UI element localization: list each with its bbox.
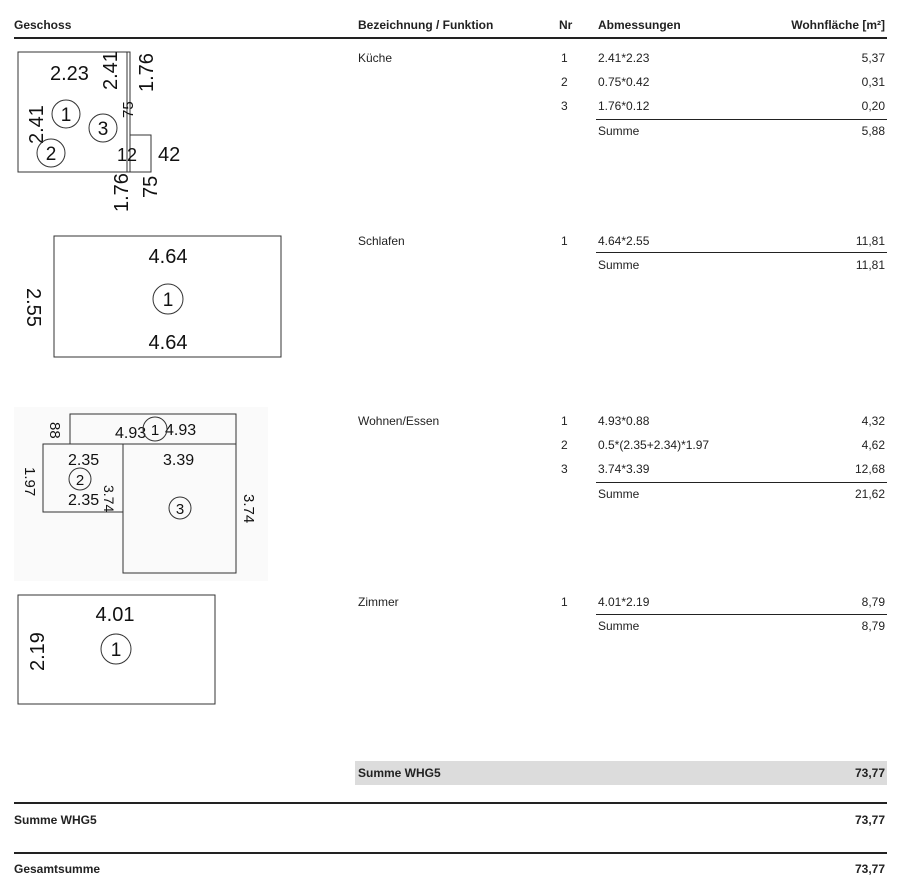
plan-label: 1.76 [111,173,133,212]
summe-value: 8,79 [861,619,885,633]
row-dim: 0.5*(2.35+2.34)*1.97 [598,438,710,452]
plan-circle-label: 2 [75,472,85,489]
row-nr: 1 [561,234,568,248]
row-nr: 1 [561,595,568,609]
plan-label: 3.74 [240,494,257,524]
row-area: 5,37 [861,51,885,65]
header-rule [14,37,887,39]
row-area: 12,68 [854,462,885,476]
summe-label: Summe [598,258,640,272]
plan-circle-label: 1 [60,105,72,126]
plan-label: 4.64 [148,246,188,268]
col-header-wohnflaeche: Wohnfläche [m²] [791,18,885,32]
floorplan-kueche [0,40,200,215]
summe-whg-rule [14,802,887,804]
col-header-geschoss: Geschoss [14,18,72,32]
row-nr: 1 [561,414,568,428]
plan-label: 2.35 [68,452,100,469]
row-nr: 3 [561,99,568,113]
gesamtsumme-label: Gesamtsumme [14,862,101,876]
plan-label: 2.41 [100,51,122,90]
row-dim: 0.75*0.42 [598,75,650,89]
summe-whg-band-label: Summe WHG5 [358,766,441,780]
row-area: 8,79 [861,595,885,609]
row-dim: 3.74*3.39 [598,462,650,476]
plan-circle-label: 1 [162,290,174,311]
plan-label: 3.74 [101,485,117,513]
row-area: 4,32 [861,414,885,428]
plan-circle-label: 1 [110,640,122,661]
row-nr: 3 [561,462,568,476]
plan-label: 2.19 [27,632,49,671]
room-name: Schlafen [358,234,405,248]
room-name: Wohnen/Essen [358,414,440,428]
plan-label: 1.97 [21,467,38,497]
row-dim: 4.64*2.55 [598,234,650,248]
gesamtsumme-value: 73,77 [854,862,885,876]
row-area: 4,62 [861,438,885,452]
row-area: 11,81 [855,234,885,248]
plan-label: 4.01 [95,604,135,626]
floorplan-wohnen [0,405,270,585]
plan-label: 88 [46,422,63,439]
plan-label: 75 [140,175,162,198]
summe-rule [596,119,887,120]
plan-label: 4.93 [115,425,147,442]
plan-label: 4.93 [165,422,197,439]
plan-label: 2.23 [50,63,89,85]
summe-value: 11,81 [855,258,885,272]
summe-value: 5,88 [861,124,885,138]
summe-label: Summe [598,124,640,138]
row-nr: 1 [561,51,568,65]
room-name: Zimmer [358,595,399,609]
plan-label: 2.41 [26,105,48,144]
row-dim: 4.01*2.19 [598,595,650,609]
plan-circle-label: 3 [97,119,109,140]
floorplan-zimmer [0,585,230,710]
row-nr: 2 [561,438,568,452]
plan-circle-label: 2 [45,144,57,165]
summe-rule [596,614,887,615]
summe-rule [596,482,887,483]
row-dim: 1.76*0.12 [598,99,650,113]
summe-label: Summe [598,487,640,501]
row-dim: 2.41*2.23 [598,51,650,65]
col-header-bezeichnung: Bezeichnung / Funktion [358,18,494,32]
summe-label: Summe [598,619,640,633]
summe-value: 21,62 [854,487,885,501]
summe-whg-band-value: 73,77 [854,766,885,780]
summe-whg-value: 73,77 [854,813,885,827]
gesamtsumme-rule [14,852,887,854]
plan-label: 2.35 [68,492,100,509]
plan-circle-label: 3 [175,501,185,518]
row-area: 0,31 [861,75,885,89]
plan-label: 4.64 [148,332,188,354]
row-nr: 2 [561,75,568,89]
plan-label: 75 [120,101,137,118]
row-dim: 4.93*0.88 [598,414,650,428]
col-header-abmessungen: Abmessungen [598,18,681,32]
plan-label: 12 [117,145,138,165]
summe-rule [596,252,887,253]
summe-whg-label: Summe WHG5 [14,813,97,827]
row-area: 0,20 [861,99,885,113]
plan-label: 2.55 [22,288,44,327]
plan-label: 42 [158,144,181,166]
floorplan-schlafen [0,225,300,365]
plan-label: 1.76 [136,53,158,92]
plan-circle-label: 1 [150,422,160,439]
col-header-nr: Nr [559,18,573,32]
room-name: Küche [358,51,393,65]
plan-label: 3.39 [163,452,195,469]
